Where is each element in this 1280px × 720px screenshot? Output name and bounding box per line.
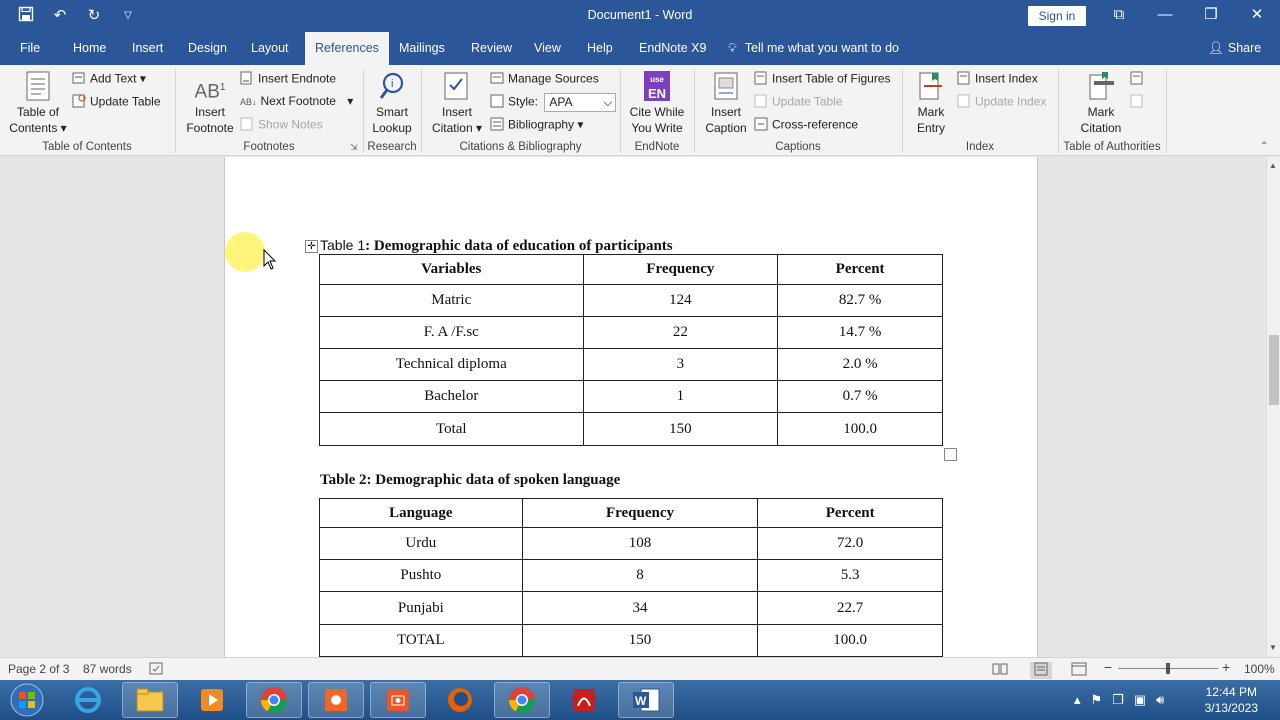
table2-caption: Table 2: Demographic data of spoken language [320,472,621,488]
table-cell: 150 [583,413,778,446]
smart-lookup-label-2: Lookup [372,121,412,135]
table-cell: Bachelor [320,381,584,413]
clock-date: 3/13/2023 [1204,701,1258,715]
media-player-icon[interactable] [184,682,240,718]
tab-design[interactable]: Design [188,41,227,55]
person-icon: 👤︎ [1208,41,1224,55]
table-cell: 5.3 [758,560,943,592]
next-footnote-button[interactable]: AB↓ Next Footnote ▾ [240,94,354,108]
group-label-authorities: Table of Authorities [1063,141,1161,153]
table-cell: 100.0 [758,625,943,657]
cross-reference-icon [754,117,768,134]
insert-footnote-label-1: Insert [194,105,225,119]
customize-toolbar-icon[interactable]: ▽ [124,10,132,21]
table-cell: Total [320,413,584,446]
table-row [320,528,943,560]
update-table-figures-button[interactable]: Update Table [754,94,843,111]
manage-sources-button[interactable]: Manage Sources [490,71,599,88]
zoom-slider-thumb[interactable] [1166,663,1170,674]
status-bar [0,657,1280,680]
svg-text:W: W [635,694,647,708]
ribbon-references [0,65,1280,156]
table-cell: Matric [320,285,584,317]
windows-taskbar [0,680,1280,720]
group-label-toc: Table of Contents [42,141,132,153]
insert-index-icon [957,71,971,88]
next-footnote-icon: AB↓ [240,96,257,107]
cite-while-label-1: Cite While [629,105,685,119]
table-cell: 0.7 % [778,381,943,413]
ribbon-display-options-icon[interactable]: ⧉ [1113,6,1125,23]
chrome-icon-2[interactable] [494,682,550,718]
table-cell: 22 [583,317,778,349]
insert-table-of-figures-button[interactable]: Insert Table of Figures [754,71,891,88]
zoom-level[interactable]: 100% [1244,662,1275,676]
group-label-captions: Captions [775,141,821,153]
update-table-button[interactable]: Update Table [72,94,161,111]
lightbulb-icon: 💡︎ [728,41,737,55]
table-cell: Urdu [320,528,523,560]
tab-endnote[interactable]: EndNote X9 [639,41,707,55]
tab-review[interactable]: Review [471,41,512,55]
table-cell: 124 [583,285,778,317]
smart-lookup-button[interactable] [368,71,416,136]
table-header-cell: Percent [778,255,943,285]
page-indicator[interactable]: Page 2 of 3 [8,662,70,676]
table-row [320,349,943,381]
insert-caption-label-2: Caption [705,121,747,135]
smart-lookup-icon [378,71,406,101]
table-row [320,625,943,657]
endnote-icon: use EN [644,71,670,101]
table-of-figures-icon [754,71,768,88]
table-cell: Pushto [320,560,523,592]
footnotes-dialog-launcher-icon[interactable]: ⇲ [350,142,358,152]
tab-insert[interactable]: Insert [132,41,164,55]
table-resize-handle[interactable] [944,448,957,461]
table-row [320,592,943,625]
minimize-button[interactable]: — [1157,6,1173,23]
bibliography-button[interactable]: Bibliography ▾ [490,117,583,134]
table-cell: 82.7 % [778,285,943,317]
table-cell: 72.0 [758,528,943,560]
mark-entry-button[interactable] [908,71,954,136]
mark-entry-label-2: Entry [916,121,945,135]
add-text-icon [72,71,86,88]
proofing-icon[interactable] [149,662,165,679]
cursor-highlight [225,232,265,272]
cross-reference-button[interactable]: Cross-reference [754,117,858,134]
scroll-up-icon[interactable]: ▲ [1269,161,1277,170]
endnote-icon [240,71,254,88]
group-label-index: Index [965,141,995,153]
share-button[interactable] [1208,32,1261,65]
insert-footnote-label-2: Footnote [186,121,234,135]
document-page[interactable] [224,157,1038,657]
chrome-icon[interactable] [246,682,302,718]
table-move-handle-icon[interactable]: ✛ [305,240,318,253]
device-icon[interactable]: ❐ [1112,692,1124,707]
show-notes-button[interactable]: Show Notes [240,117,323,134]
mark-entry-icon [918,71,944,101]
firefox-icon[interactable] [432,682,488,718]
camera-app-icon[interactable] [370,682,426,718]
collapse-ribbon-icon[interactable]: ⌃ [1260,141,1269,152]
clock-time: 12:44 PM [1205,685,1257,699]
smart-lookup-label-1: Smart [375,105,408,119]
table-cell: 3 [583,349,778,381]
title-bar [0,0,1280,32]
tell-me-label: Tell me what you want to do [744,41,900,55]
mark-citation-label-1: Mark [1087,105,1115,119]
table-of-contents-button[interactable] [8,71,68,136]
svg-text:i: i [391,78,394,90]
group-label-footnotes: Footnotes [243,141,295,153]
network-icon[interactable]: ▣ [1133,692,1147,707]
toc-label-1: Table of [16,105,60,119]
table-cell: 22.7 [758,592,943,625]
group-label-endnote: EndNote [634,141,680,153]
window-controls [1096,0,1280,32]
table-row [320,317,943,349]
table-header-row [320,499,943,528]
restore-button[interactable]: ❐ [1204,6,1218,23]
table-header-row [320,255,943,285]
windows-logo-icon [10,683,44,717]
table-row [320,413,943,446]
toc-label-2: Contents ▾ [9,121,67,135]
sign-in-button[interactable]: Sign in [1028,6,1086,26]
read-mode-icon[interactable] [992,662,1008,679]
table-cell: TOTAL [320,625,523,657]
show-hidden-icons-icon[interactable]: ▴ [1074,692,1081,707]
insert-index-button[interactable]: Insert Index [957,71,1038,88]
table-cell: 14.7 % [778,317,943,349]
manage-sources-icon [490,71,504,88]
table-of-contents-icon [26,71,50,101]
chevron-down-icon: ⌵ [603,95,613,109]
file-explorer-icon[interactable] [122,682,178,718]
document-workarea [0,157,1266,657]
tab-view[interactable]: View [534,41,561,55]
update-table-icon [754,94,768,111]
cite-while-label-2: You Write [631,121,683,135]
insert-endnote-button[interactable]: Insert Endnote [240,71,336,88]
table-cell: 1 [583,381,778,413]
scroll-down-icon[interactable]: ▼ [1269,643,1277,652]
clock[interactable] [1205,684,1258,716]
tell-me-search[interactable] [728,32,899,65]
table-cell: 100.0 [778,413,943,446]
tab-references[interactable]: References [305,32,389,65]
table-cell: 108 [522,528,758,560]
insert-citation-label-1: Insert [441,105,472,119]
tab-layout[interactable]: Layout [251,41,289,55]
internet-explorer-icon[interactable] [60,682,116,718]
tab-help[interactable]: Help [587,41,613,55]
style-label: Style: [508,94,539,109]
insert-caption-icon [713,71,739,101]
print-layout-icon[interactable] [1030,662,1052,679]
table2[interactable] [319,498,943,657]
group-separator [1166,69,1167,153]
vertical-scrollbar[interactable] [1266,157,1280,657]
update-table-icon [72,94,86,111]
table-header-cell: Frequency [522,499,758,528]
group-label-research: Research [367,141,417,153]
insert-caption-label-1: Insert [710,105,741,119]
insert-citation-icon [443,71,471,101]
table-cell: 2.0 % [778,349,943,381]
table-cell: 34 [522,592,758,625]
mark-citation-button[interactable] [1070,71,1132,136]
table-row [320,560,943,592]
update-index-icon [957,94,971,111]
table-cell: 150 [522,625,758,657]
volume-icon[interactable]: 🔊︎ [1156,692,1165,707]
cite-while-you-write-button[interactable] [626,71,688,136]
table-header-cell: Variables [320,255,584,285]
screen-recorder-icon[interactable] [308,682,364,718]
footnote-ab-icon: $AB^1$ [194,81,226,103]
table-header-cell: Language [320,499,523,528]
zoom-in-button[interactable]: + [1222,659,1231,675]
table-header-cell: Percent [758,499,943,528]
acrobat-icon[interactable] [556,682,612,718]
insert-citation-button[interactable] [428,71,486,136]
insert-citation-label-2: Citation ▾ [431,121,483,135]
start-button[interactable] [2,682,52,718]
update-index-button[interactable]: Update Index [957,94,1046,111]
word-icon[interactable] [618,682,674,718]
style-icon [490,94,504,111]
mark-citation-label-2: Citation [1080,121,1122,135]
mark-entry-label-1: Mark [917,105,945,119]
show-notes-icon [240,117,254,134]
insert-table-of-authorities-icon[interactable] [1130,71,1144,88]
ribbon-tabs [0,32,1280,65]
undo-icon[interactable]: ↶ [53,7,67,24]
zoom-out-button[interactable]: − [1104,659,1113,675]
group-label-citations: Citations & Bibliography [459,141,582,153]
insert-caption-button[interactable] [700,71,752,136]
redo-icon[interactable]: ↻ [87,7,101,24]
word-count[interactable]: 87 words [83,662,132,676]
mark-citation-icon [1086,71,1116,101]
update-table-of-authorities-icon[interactable] [1130,94,1144,111]
tab-file[interactable]: File [20,41,41,55]
action-center-flag-icon[interactable]: ⚑ [1090,692,1103,707]
tab-mailings[interactable]: Mailings [399,41,445,55]
table-cell: Technical diploma [320,349,584,381]
style-selector [490,93,616,112]
style-dropdown[interactable]: APA ⌵ [544,93,616,112]
web-layout-icon[interactable] [1071,662,1087,679]
table-header-cell: Frequency [583,255,778,285]
table-row [320,381,943,413]
mouse-pointer-icon [263,249,277,271]
add-text-button[interactable]: Add Text ▾ [72,71,146,88]
share-label: Share [1227,41,1262,55]
tab-home[interactable]: Home [73,41,107,55]
scrollbar-thumb[interactable] [1269,335,1279,405]
system-tray [1074,692,1164,708]
table1-caption: ✛ Table 1: Demographic data of education of participants [305,237,673,255]
table-cell: Punjabi [320,592,523,625]
close-button[interactable]: ✕ [1250,6,1264,23]
insert-footnote-button[interactable] [183,71,237,136]
table-cell: 8 [522,560,758,592]
table-cell: F. A /F.sc [320,317,584,349]
bibliography-icon [490,117,504,134]
document-title: Document1 - Word [587,8,693,22]
table1[interactable] [319,254,943,446]
table-row [320,285,943,317]
